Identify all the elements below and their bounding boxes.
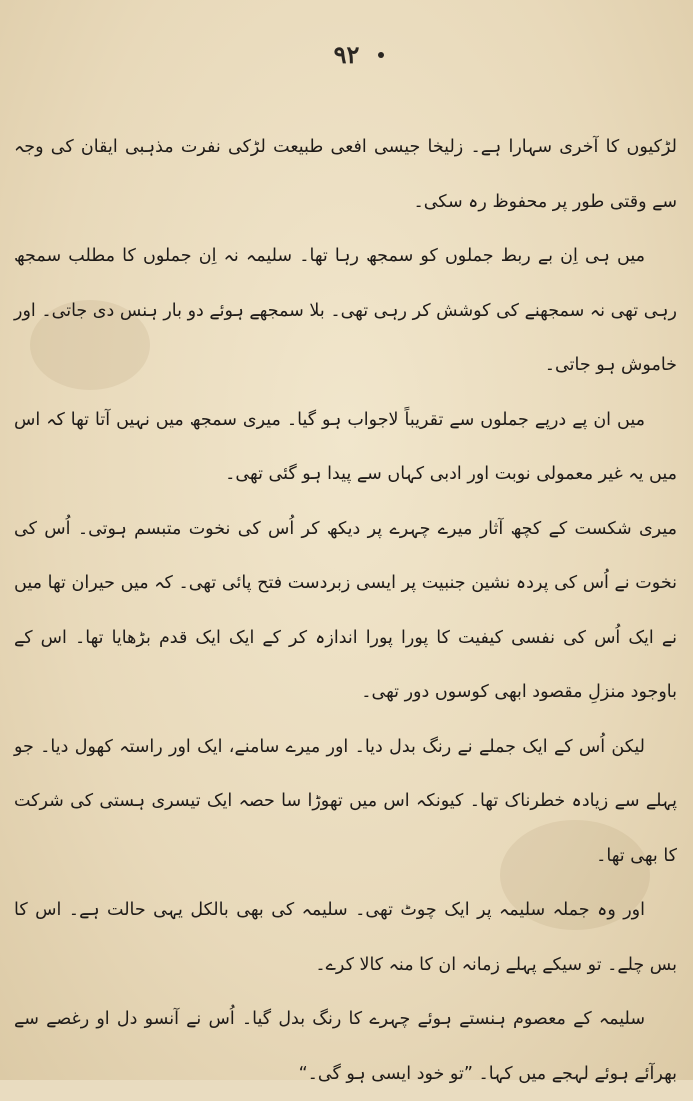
- page-number-dot: [378, 52, 384, 58]
- page-number: ۹۲: [333, 40, 360, 69]
- paragraph: میں ہی اِن بے ربط جملوں کو سمجھ رہا تھا۔ سلیمہ نہ اِن جملوں کا مطلب سمجھ رہی تھی نہ سمجھنے کی کوشش کر رہی تھی۔ بلا سمجھے ہوئے دو بار ہنس دی جاتی۔ اور خاموش ہو جاتی۔: [14, 246, 677, 375]
- paragraph: سلیمہ کے معصوم ہنستے ہوئے چہرے کا رنگ بدل گیا۔ اُس نے آنسو دل او رغصے سے بھرآئے ہوئے لہجے میں کہا۔ ”تو خود ایسی ہو گی۔“: [14, 1009, 677, 1084]
- paragraph: لیکن اُس کے ایک جملے نے رنگ بدل دیا۔ اور میرے سامنے، ایک اور راستہ کھول دیا۔ جو پہلے سے زیادہ خطرناک تھا۔ کیونکہ اس میں تھوڑا سا حصہ ایک تیسری ہستی کی شرکت کا بھی تھا۔: [14, 736, 677, 866]
- paragraph: میری شکست کے کچھ آثار میرے چہرے پر دیکھ کر اُس کی نخوت متبسم ہوتی۔ اُس کی نخوت نے اُس کی پردہ نشین جنبیت پر ایسی زبردست فتح پائی تھی۔ کہ میں حیران تھا میں نے ایک اُس کی نفسی کیفیت کا پورا پورا اندازہ کر کے ایک ایک قدم بڑھایا تھا۔ اس کے باوجود منزلِ مقصود ابھی کوسوں دور تھی۔: [14, 518, 677, 702]
- page-body-text: [14, 120, 677, 1101]
- paragraph: میں ان پے درپے جملوں سے تقریباً لاجواب ہو گیا۔ میری سمجھ میں نہیں آتا تھا کہ اس میں یہ غیر معمولی نوبت اور ادبی کہاں سے پیدا ہو گئی تھی۔: [14, 409, 677, 484]
- paragraph: اور وہ جملہ سلیمہ پر ایک چوٹ تھی۔ سلیمہ کی بھی بالکل یہی حالت ہے۔ اس کا بس چلے۔ تو سیکے پہلے زمانہ ان کا منہ کالا کرے۔: [14, 900, 677, 975]
- paragraph: لڑکیوں کا آخری سہارا ہے۔ زلیخا جیسی افعی طبیعت لڑکی نفرت مذہبی ایقان کی وجہ سے وقتی طور پر محفوظ رہ سکی۔: [14, 137, 677, 212]
